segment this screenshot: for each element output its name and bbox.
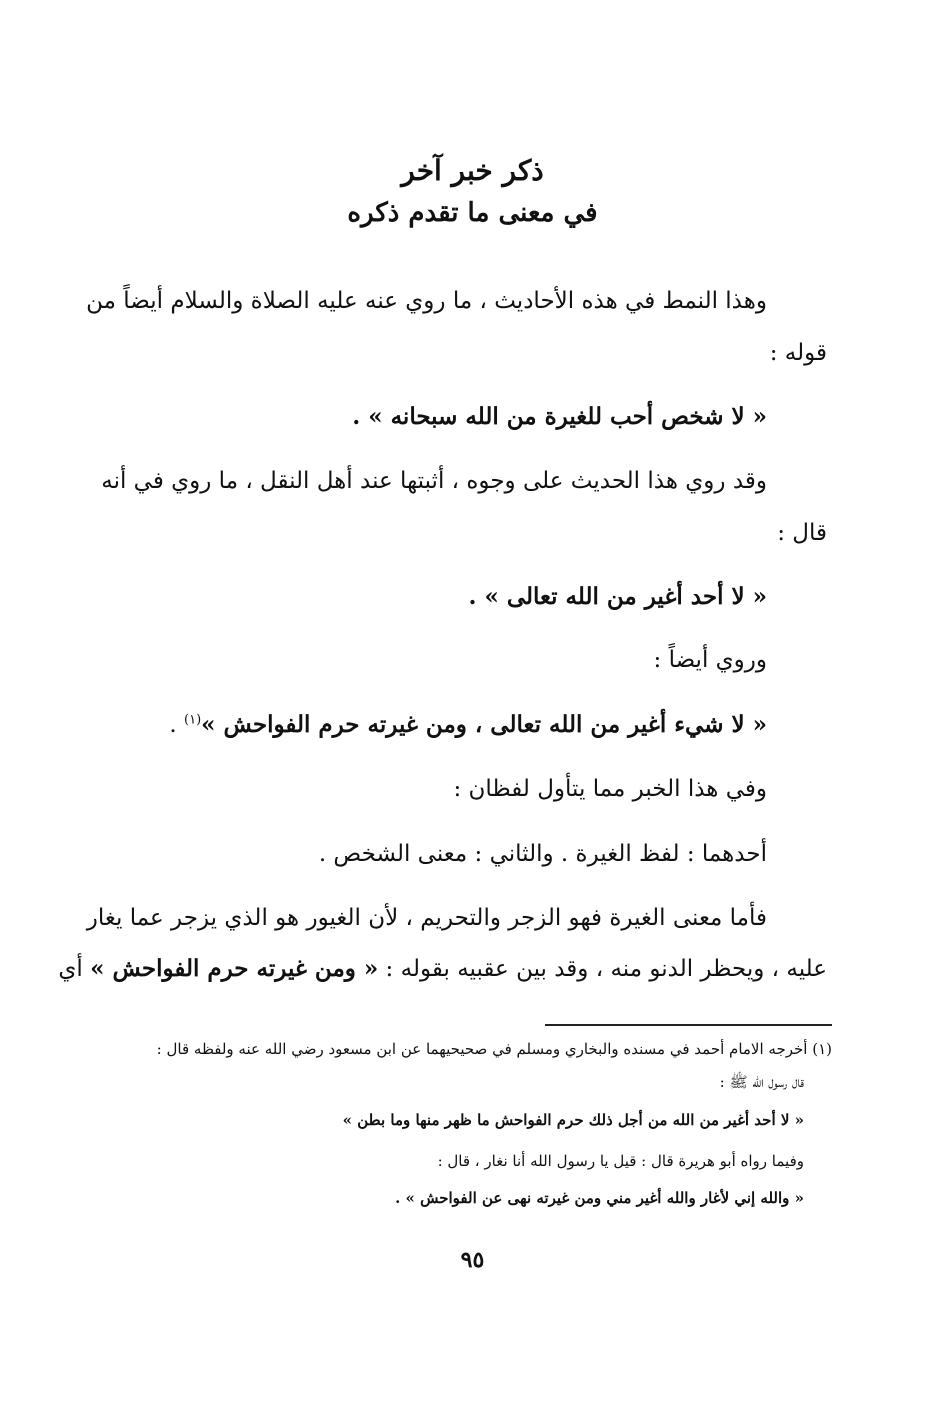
footnote-1-line-4: وفيما رواه أبو هريرة قال : قيل يا رسول الله أنا نغار ، قال : [437, 1152, 804, 1170]
hadith-quote-3-line [169, 711, 767, 738]
footnote-1-line-1: (١) أخرجه الامام أحمد في مسنده والبخاري ومسلم في صحيحيهما عن ابن مسعود رضي الله عنه ولفظه قال : [156, 1040, 832, 1058]
footnote-divider [545, 1024, 832, 1026]
paragraph-3: وروي أيضاً : [653, 647, 767, 673]
hadith-quote-2: « لا أحد أغير من الله تعالى » . [468, 583, 767, 610]
paragraph-6-line-1: فأما معنى الغيرة فهو الزجر والتحريم ، لأن الغيور هو الذي يزجر عما يغار [86, 905, 767, 931]
paragraph-6-line-2-quote: « ومن غيرته حرم الفواحش » [90, 955, 379, 982]
chapter-subtitle: في معنى ما تقدم ذكره [347, 198, 598, 228]
paragraph-1-line-2: قوله : [769, 340, 827, 366]
paragraph-5: أحدهما : لفظ الغيرة . والثاني : معنى الشخص . [318, 841, 767, 867]
footnote-1-line-5: « والله إني لأغار والله أغير مني ومن غيرته نهى عن الفواحش » . [395, 1189, 804, 1207]
paragraph-6-line-2-end: أي [58, 956, 91, 982]
footnote-1-line-2: قال رسول الله ﷺ : [719, 1073, 804, 1091]
hadith-quote-3-end: . [169, 712, 184, 738]
paragraph-2-line-1: وقد روي هذا الحديث على وجوه ، أثبتها عند أهل النقل ، ما روي في أنه [101, 468, 767, 494]
footnote-reference[interactable]: (١) [184, 712, 202, 728]
page-number: ٩٥ [460, 1247, 485, 1273]
paragraph-6-line-2-start: عليه ، ويحظر الدنو منه ، وقد بين عقبيه بقوله : [378, 956, 827, 982]
paragraph-6-line-2 [58, 955, 827, 982]
paragraph-4: وفي هذا الخبر مما يتأول لفظان : [453, 776, 767, 802]
hadith-quote-1: « لا شخص أحب للغيرة من الله سبحانه » . [352, 403, 767, 430]
paragraph-1-line-1: وهذا النمط في هذه الأحاديث ، ما روي عنه عليه الصلاة والسلام أيضاً من [86, 288, 767, 314]
hadith-quote-3: « لا شيء أغير من الله تعالى ، ومن غيرته حرم الفواحش » [201, 711, 767, 738]
footnote-1-line-3: « لا أحد أغير من الله من أجل ذلك حرم الفواحش ما ظهر منها وما بطن » [342, 1111, 804, 1129]
chapter-title: ذكر خبر آخر [401, 154, 544, 187]
paragraph-2-line-2: قال : [777, 520, 827, 546]
